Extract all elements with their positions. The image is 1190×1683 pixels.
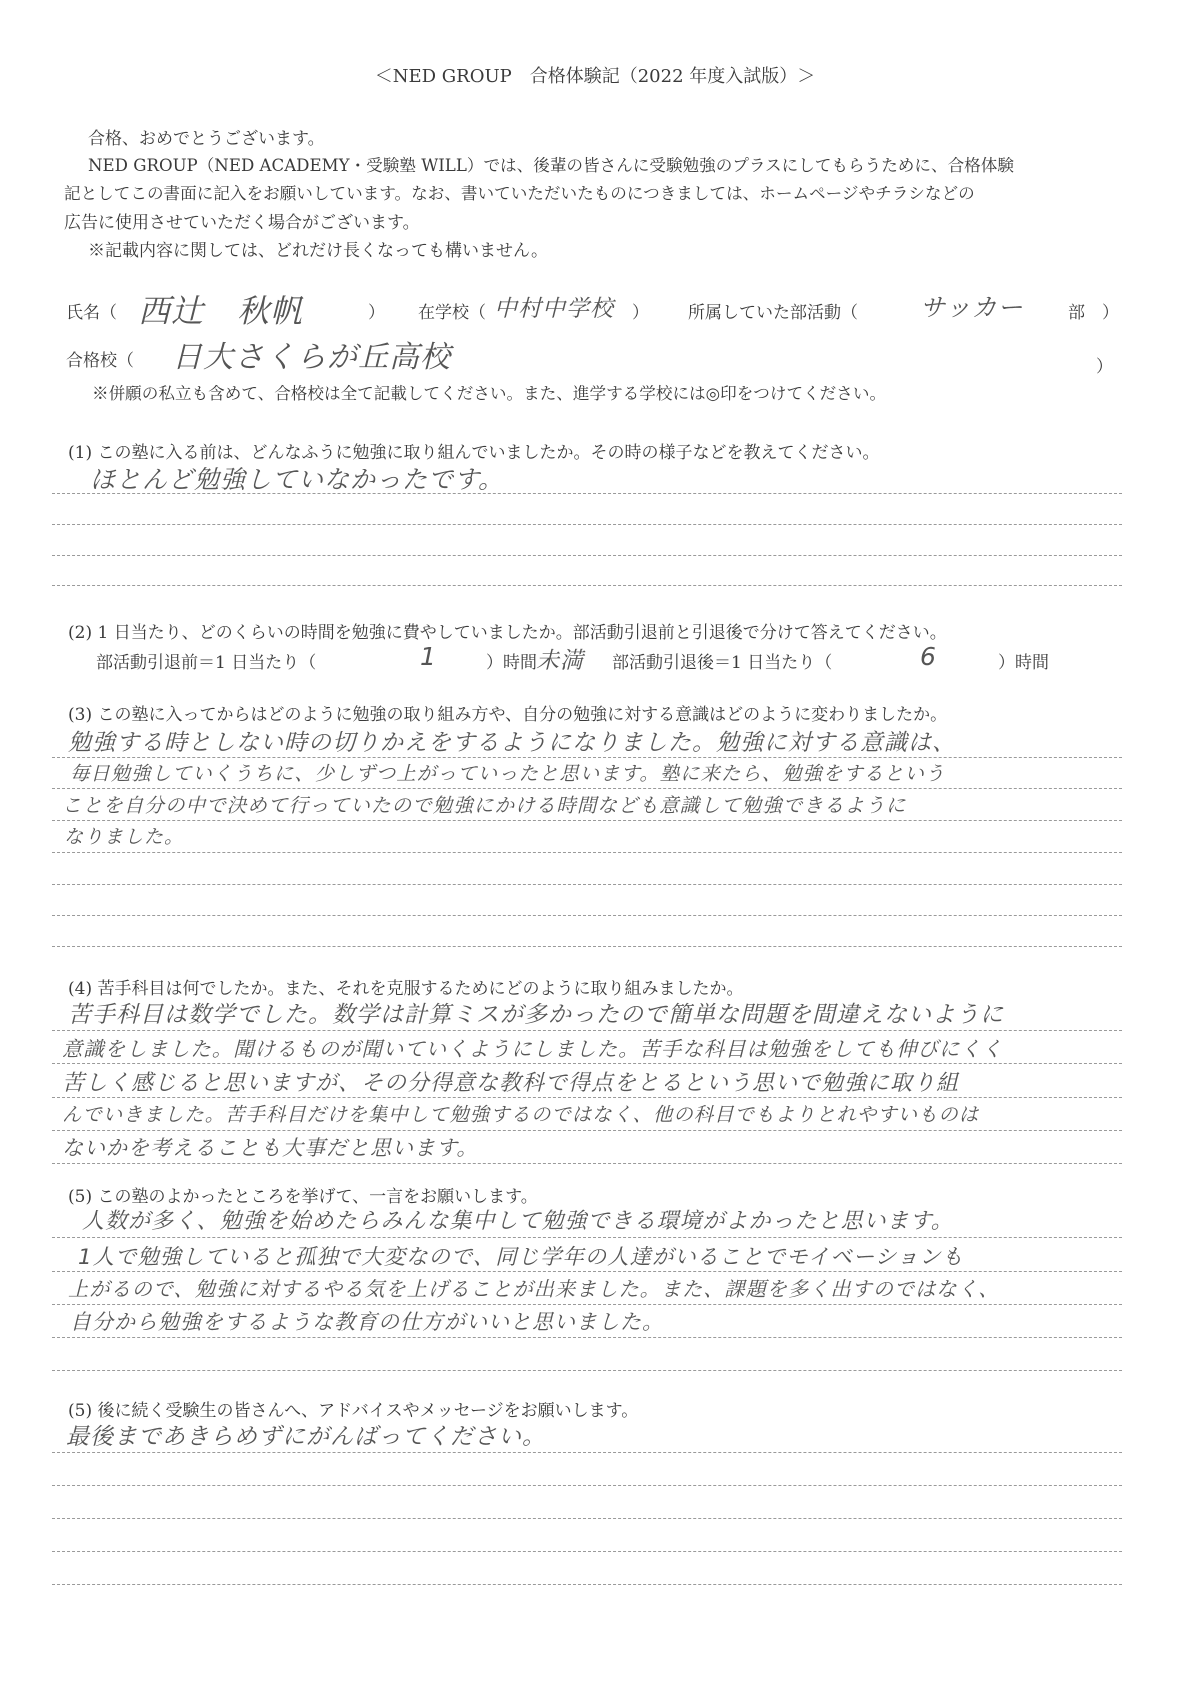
- intro-line-1: 合格、おめでとうございます。: [88, 129, 325, 149]
- question-4-answer-line: ないかを考えることも大事だと思います。: [62, 1136, 479, 1160]
- before-retire-note: 未満: [536, 648, 584, 674]
- answer-rule: [52, 1063, 1122, 1064]
- question-3-label: (3) この塾に入ってからはどのように勉強の取り組み方や、自分の勉強に対する意識はどのように変わりましたか。: [68, 705, 948, 725]
- answer-rule: [52, 493, 1122, 494]
- question-5-answer-line: 自分から勉強をするような教育の仕方がいいと思いました。: [70, 1310, 664, 1334]
- before-retire-hours: 1: [420, 642, 437, 671]
- club-label: 所属していた部活動（: [688, 303, 858, 323]
- answer-rule: [52, 1304, 1122, 1305]
- page-title: ＜NED GROUP 合格体験記（2022 年度入試版）＞: [374, 66, 816, 87]
- answer-rule: [52, 1584, 1122, 1585]
- answer-rule: [52, 946, 1122, 947]
- answer-rule: [52, 1163, 1122, 1164]
- passed-close: ）: [1096, 357, 1113, 377]
- answer-rule: [52, 1271, 1122, 1272]
- answer-rule: [52, 1518, 1122, 1519]
- question-4-answer-line: 意識をしました。聞けるものが聞いていくようにしました。苦手な科目は勉強をしても伸びにくく: [62, 1037, 1004, 1061]
- passed-label: 合格校（: [66, 351, 134, 371]
- passed-value: 日大さくらが丘高校: [172, 340, 451, 375]
- answer-rule: [52, 1097, 1122, 1098]
- name-close: ）: [368, 303, 385, 323]
- answer-rule: [52, 852, 1122, 853]
- name-label: 氏名（: [66, 303, 117, 323]
- question-1-answer-line: ほとんど勉強していなかったです。: [90, 465, 505, 494]
- club-suffix: 部 ）: [1068, 303, 1119, 323]
- question-6-answer-line: 最後まであきらめずにがんばってください。: [66, 1424, 546, 1450]
- question-3-answer-line: なりました。: [64, 826, 185, 848]
- question-6-label: (5) 後に続く受験生の皆さんへ、アドバイスやメッセージをお願いします。: [68, 1401, 639, 1421]
- question-2-label: (2) 1 日当たり、どのくらいの時間を勉強に費やしていましたか。部活動引退前と引退後で分けて答えてください。: [68, 623, 947, 643]
- question-4-answer-line: んでいきました。苦手科目だけを集中して勉強するのではなく、他の科目でもよりとれやすいものは: [62, 1103, 980, 1126]
- question-5-label: (5) この塾のよかったところを挙げて、一言をお願いします。: [68, 1187, 538, 1207]
- before-retire-unit: ）時間: [486, 653, 537, 673]
- question-3-answer-line: 勉強する時としない時の切りかえをするようになりました。勉強に対する意識は、: [68, 730, 956, 756]
- name-value: 西辻 秋帆: [138, 292, 304, 330]
- answer-rule: [52, 1452, 1122, 1453]
- school-close: ）: [632, 303, 649, 323]
- question-4-answer-line: 苦しく感じると思いますが、その分得意な教科で得点をとるという思いで勉強に取り組: [62, 1071, 960, 1096]
- answer-rule: [52, 585, 1122, 586]
- answer-rule: [52, 884, 1122, 885]
- question-5-answer-line: 1人で勉強していると孤独で大変なので、同じ学年の人達がいることでモイベーションも: [78, 1245, 964, 1270]
- after-retire-unit: ）時間: [998, 653, 1049, 673]
- school-value: 中村中学校: [494, 296, 614, 322]
- answer-rule: [52, 555, 1122, 556]
- question-1-label: (1) この塾に入る前は、どんなふうに勉強に取り組んでいましたか。その時の様子などを教えてください。: [68, 443, 880, 463]
- answer-rule: [52, 524, 1122, 525]
- question-4-label: (4) 苦手科目は何でしたか。また、それを克服するためにどのように取り組みましたか。: [68, 979, 744, 999]
- intro-line-3: 記としてこの書面に記入をお願いしています。なお、書いていただいたものにつきましては、ホームページやチラシなどの: [64, 184, 975, 203]
- question-3-answer-line: ことを自分の中で決めて行っていたので勉強にかける時間なども意識して勉強できるように: [62, 794, 907, 817]
- answer-rule: [52, 915, 1122, 916]
- question-5-answer-line: 上がるので、勉強に対するやる気を上げることが出来ました。また、課題を多く出すのではなく、: [68, 1277, 1000, 1301]
- passed-note: ※併願の私立も含めて、合格校は全て記載してください。また、進学する学校には◎印をつけてください。: [92, 384, 887, 403]
- club-value: サッカー: [920, 293, 1024, 322]
- intro-line-2: NED GROUP（NED ACADEMY・受験塾 WILL）では、後輩の皆さんに受験勉強のプラスにしてもらうために、合格体験: [88, 156, 1014, 175]
- question-5-answer-line: 人数が多く、勉強を始めたらみんな集中して勉強できる環境がよかったと思います。: [82, 1209, 954, 1234]
- intro-line-5: ※記載内容に関しては、どれだけ長くなっても構いません。: [88, 241, 549, 261]
- answer-rule: [52, 1370, 1122, 1371]
- after-retire-hours: 6: [920, 642, 937, 671]
- before-retire-label: 部活動引退前＝1 日当たり（: [96, 653, 317, 673]
- answer-rule: [52, 1030, 1122, 1031]
- question-3-answer-line: 毎日勉強していくうちに、少しずつ上がっていったと思います。塾に来たら、勉強をするという: [70, 762, 946, 785]
- answer-rule: [52, 1237, 1122, 1238]
- intro-line-4: 広告に使用させていただく場合がございます。: [64, 213, 420, 233]
- after-retire-label: 部活動引退後＝1 日当たり（: [612, 653, 833, 673]
- answer-rule: [52, 1130, 1122, 1131]
- question-4-answer-line: 苦手科目は数学でした。数学は計算ミスが多かったので簡単な問題を間違えないように: [68, 1002, 1004, 1028]
- answer-rule: [52, 1337, 1122, 1338]
- answer-rule: [52, 820, 1122, 821]
- school-label: 在学校（: [418, 303, 486, 323]
- answer-rule: [52, 1551, 1122, 1552]
- answer-rule: [52, 1485, 1122, 1486]
